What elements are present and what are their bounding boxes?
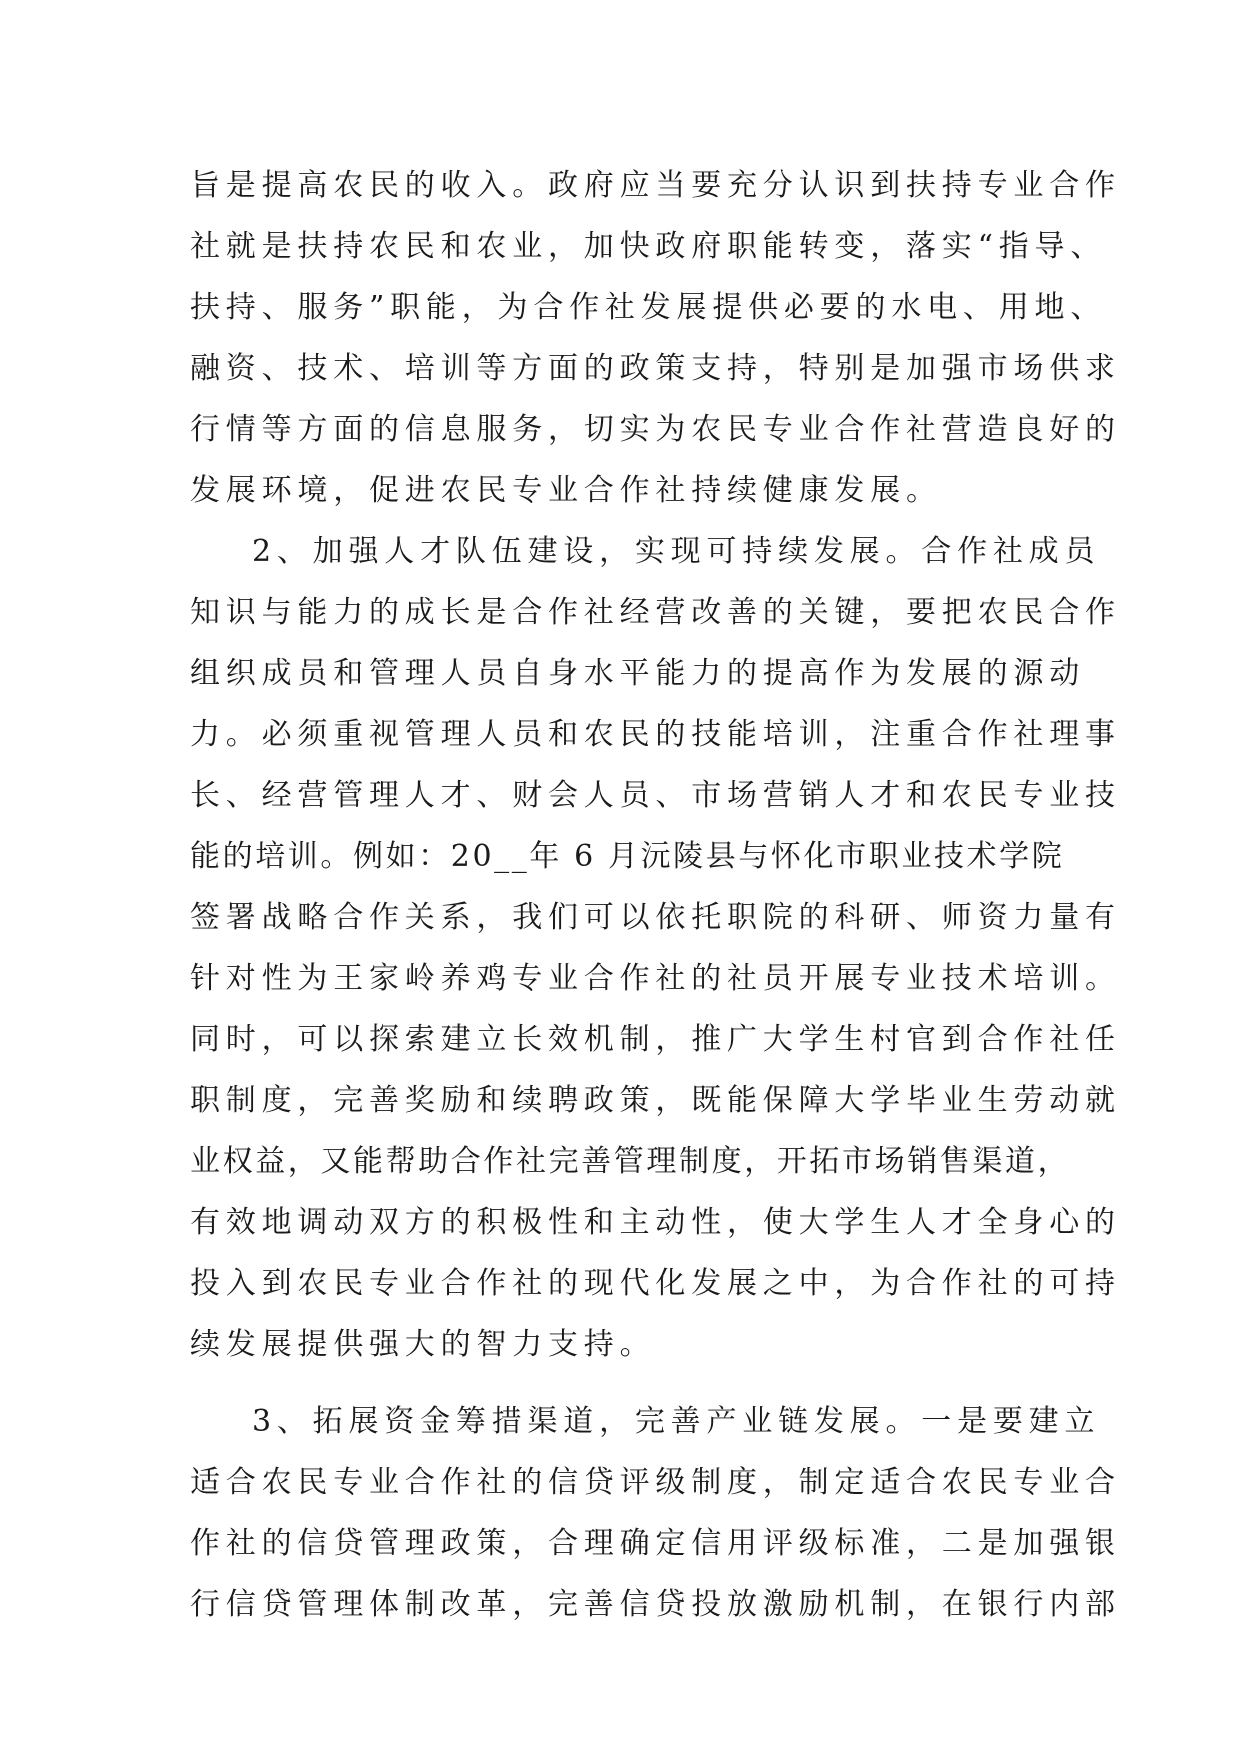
paragraph-line: 能的培训。例如：20__年 6 月沅陵县与怀化市职业技术学院 (190, 839, 1065, 874)
section-2-heading-line: 2、加强人才队伍建设，实现可持续发展。合作社成员 (252, 534, 1101, 569)
paragraph-line: 行信贷管理体制改革，完善信贷投放激励机制，在银行内部 (190, 1587, 1121, 1622)
paragraph-line: 力。必须重视管理人员和农民的技能培训，注重合作社理事 (190, 717, 1121, 752)
paragraph-line: 扶持、服务”职能，为合作社发展提供必要的水电、用地、 (190, 290, 1107, 325)
paragraph-line: 业权益，又能帮助合作社完善管理制度，开拓市场销售渠道， (190, 1144, 1071, 1179)
paragraph-line: 有效地调动双方的积极性和主动性，使大学生人才全身心的 (190, 1205, 1121, 1240)
paragraph-line: 针对性为王家岭养鸡专业合作社的社员开展专业技术培训。 (190, 961, 1121, 996)
section-3-heading-line: 3、拓展资金筹措渠道，完善产业链发展。一是要建立 (252, 1404, 1101, 1439)
paragraph-line: 发展环境，促进农民专业合作社持续健康发展。 (190, 473, 942, 508)
paragraph-line: 投入到农民专业合作社的现代化发展之中，为合作社的可持 (190, 1266, 1121, 1301)
document-body (190, 155, 1121, 1635)
paragraph-line: 旨是提高农民的收入。政府应当要充分认识到扶持专业合作 (190, 168, 1121, 203)
paragraph-line: 社就是扶持农民和农业，加快政府职能转变，落实“指导、 (190, 229, 1107, 264)
paragraph-line: 组织成员和管理人员自身水平能力的提高作为发展的源动 (190, 656, 1085, 691)
paragraph-line: 签署战略合作关系，我们可以依托职院的科研、师资力量有 (190, 900, 1121, 935)
paragraph-line: 知识与能力的成长是合作社经营改善的关键，要把农民合作 (190, 595, 1121, 630)
paragraph-line: 作社的信贷管理政策，合理确定信用评级标准，二是加强银 (190, 1526, 1121, 1561)
paragraph-line: 续发展提供强大的智力支持。 (190, 1327, 656, 1362)
paragraph-line: 同时，可以探索建立长效机制，推广大学生村官到合作社任 (190, 1022, 1121, 1057)
paragraph-line: 适合农民专业合作社的信贷评级制度，制定适合农民专业合 (190, 1465, 1121, 1500)
paragraph-line: 行情等方面的信息服务，切实为农民专业合作社营造良好的 (190, 412, 1121, 447)
paragraph-line: 融资、技术、培训等方面的政策支持，特别是加强市场供求 (190, 351, 1121, 386)
paragraph-spacer (190, 1375, 1060, 1391)
paragraph-line: 职制度，完善奖励和续聘政策，既能保障大学毕业生劳动就 (190, 1083, 1121, 1118)
paragraph-line: 长、经营管理人才、财会人员、市场营销人才和农民专业技 (190, 778, 1121, 813)
